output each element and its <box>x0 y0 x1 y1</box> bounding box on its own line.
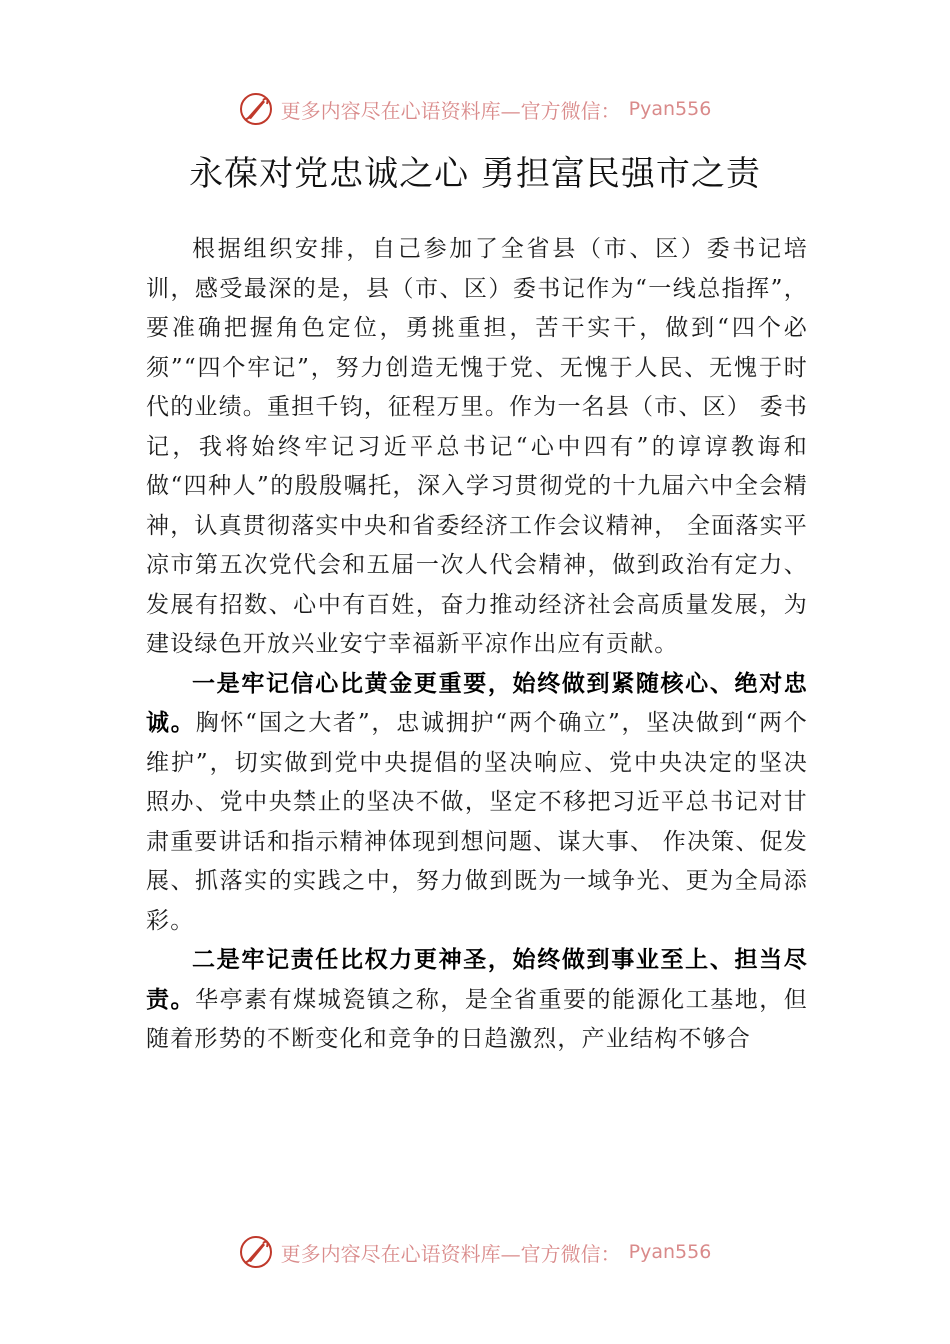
paragraph-text: 根据组织安排，自己参加了全省县（市、区）委书记培训，感受最深的是，县（市、区）委书记作为“一线总指挥”，要准确把握角色定位，勇挑重担，苦干实干，做到“四个必须”“四个牢记”，努力创造无愧于党、无愧于人民、无愧于时代的业绩。重担千钧，征程万里。作为一名县（市、区） 委书记，我将始终牢记习近平总书记“心中四有”的谆谆教诲和做“四种人”的殷殷嘱托，深入学习贯彻党的十九届六中全会精神，认真贯彻落实中央和省委经济工作会议精神， 全面落实平凉市第五次党代会和五届一次人代会精神，做到政治有定力、发展有招数、心中有百姓，奋力推动经济社会高质量发展，为建设绿色开放兴业安宁幸福新平凉作出应有贡献。 <box>146 236 808 657</box>
paragraph-text: 胸怀“国之大者”，忠诚拥护“两个确立”，坚决做到“两个维护”，切实做到党中央提倡的坚决响应、党中央决定的坚决照办、党中央禁止的坚决不做，坚定不移把习近平总书记对甘肃重要讲话和指示精神体现到想问题、谋大事、 作决策、促发展、抓落实的实践之中，努力做到既为一域争光、更为全局添彩。 <box>146 710 808 934</box>
paragraph-lead: 二是牢记责任比权力更神圣，始终做到事业至上、担当尽责。 <box>146 947 808 1013</box>
paragraph-lead: 一是牢记信心比黄金更重要，始终做到紧随核心、绝对忠诚。 <box>146 670 808 736</box>
quill-logo-icon <box>239 1235 273 1269</box>
watermark-footer <box>0 1235 950 1269</box>
paragraph-text: 华亭素有煤城瓷镇之称，是全省重要的能源化工基地，但随着形势的不断变化和竞争的日趋激烈，产业结构不够合 <box>146 986 808 1052</box>
watermark-handle: Pyan556 <box>628 98 712 120</box>
watermark-text: 更多内容尽在心语资料库—官方微信： <box>280 98 621 123</box>
watermark-handle: Pyan556 <box>628 1241 712 1263</box>
watermark-text: 更多内容尽在心语资料库—官方微信： <box>280 1241 621 1266</box>
paragraph-intro <box>146 230 808 665</box>
document-title: 永葆对党忠诚之心 勇担富民强市之责 <box>189 154 761 194</box>
quill-logo-icon <box>239 92 273 126</box>
paragraph-point-two <box>146 941 808 1060</box>
document-body <box>146 230 808 1060</box>
paragraph-point-one <box>146 665 808 942</box>
watermark-header <box>0 92 950 126</box>
